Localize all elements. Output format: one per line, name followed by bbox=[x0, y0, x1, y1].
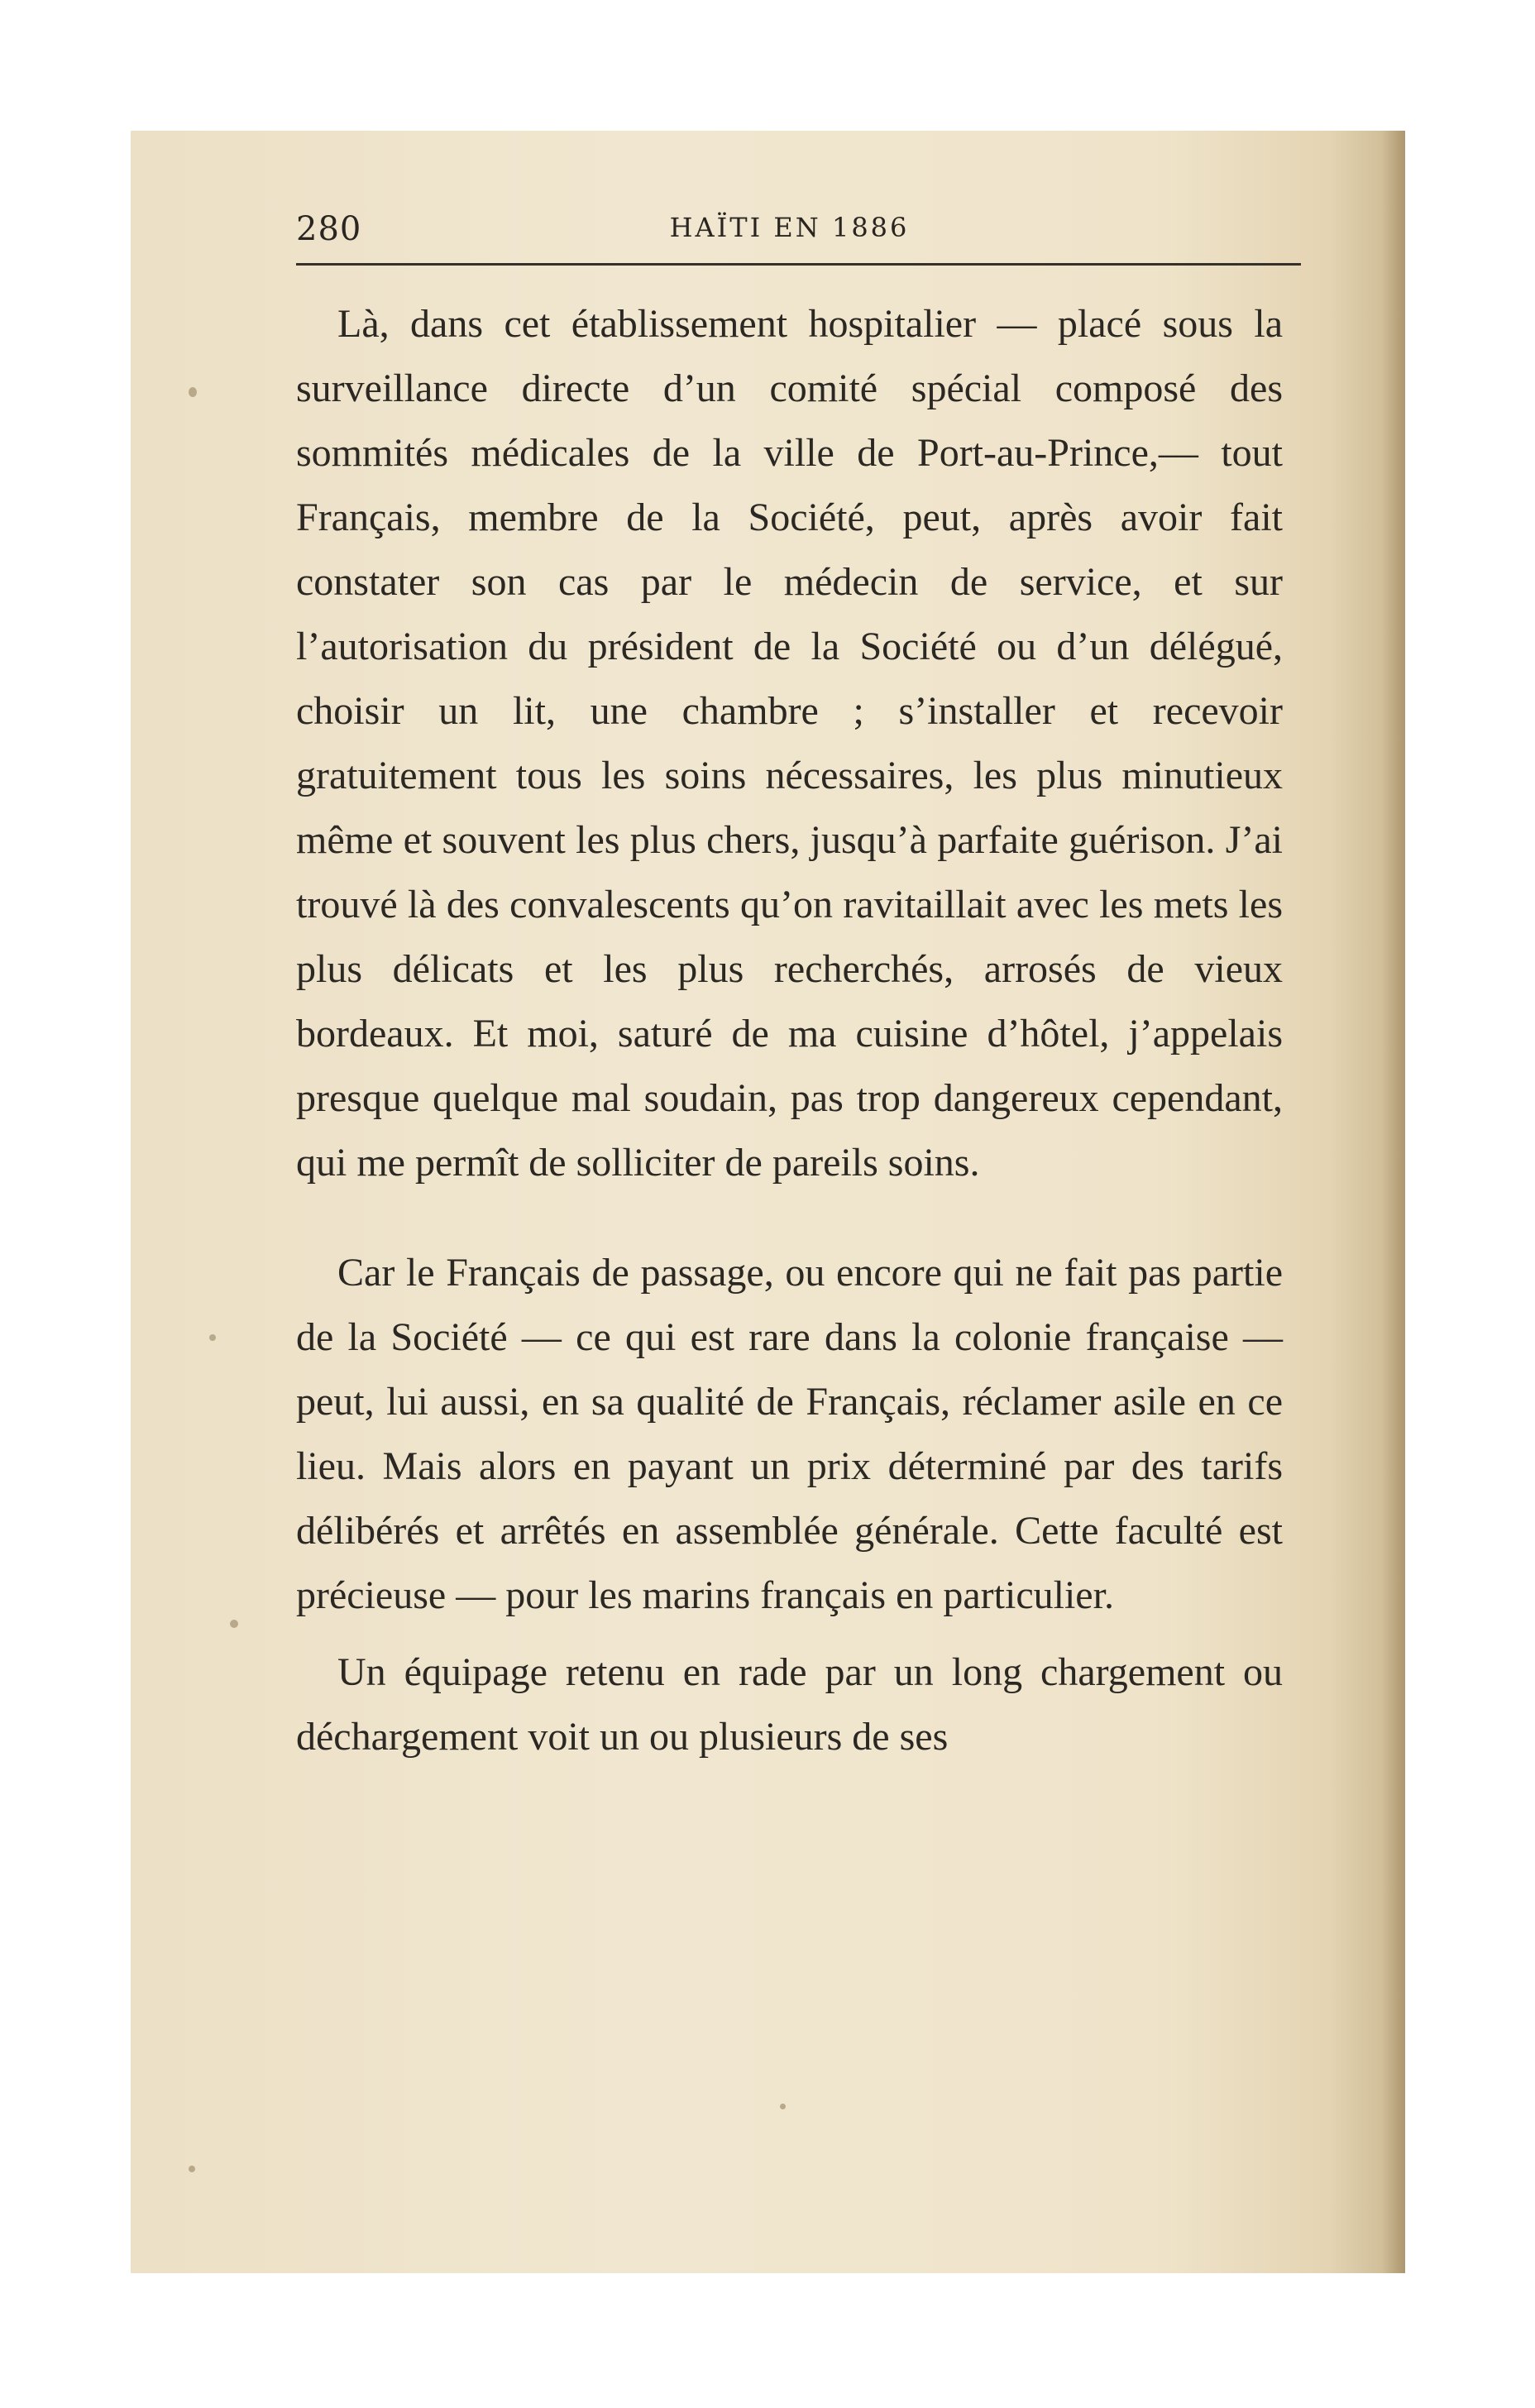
paragraph: Un équipage retenu en rade par un long chargement ou déchargement voit un ou plusieurs de ses bbox=[296, 1650, 1283, 1759]
paragraph: Là, dans cet établissement hospitalier — placé sous la surveillance directe d’un comité spécial composé des sommités médicales de la ville de Port-au-Prince,— tout Français, membre de la Société, peut, après avoir fait constater son cas par le médecin de service, et sur l’autorisation du président de la Société ou d’un délégué, choisir un lit, une chambre ; s’installer et recevoir gratuitement tous les soins nécessaires, les plus minutieux même et souvent les plus chers, jusqu’à parfaite guérison. J’ai trouvé là des convalescents qu’on ravitaillait avec les mets les plus délicats et les plus recherchés, arrosés de vieux bordeaux. Et moi, saturé de ma cuisine d’hôtel, j’appelais presque quelque mal soudain, pas trop dangereux cependant, qui me permît de solliciter de pareils soins. bbox=[296, 302, 1283, 1185]
paper-speck bbox=[780, 2104, 786, 2109]
running-title: HAÏTI EN 1886 bbox=[669, 212, 910, 243]
page-body bbox=[296, 292, 1283, 1769]
page-number: 280 bbox=[296, 210, 362, 248]
paper-speck bbox=[230, 1620, 238, 1628]
page-spine-shadow bbox=[1382, 131, 1405, 2273]
paper-speck bbox=[189, 2166, 195, 2172]
scanned-page bbox=[131, 131, 1405, 2273]
paper-speck bbox=[189, 387, 197, 397]
header-rule bbox=[296, 263, 1301, 266]
paragraph: Car le Français de passage, ou encore qui ne fait pas partie de la Société — ce qui est rare dans la colonie française — peut, lui aussi, en sa qualité de Français, réclamer asile en ce lieu. Mais alors en payant un prix déterminé par des tarifs délibérés et arrêtés en assemblée générale. Cette faculté est précieuse — pour les marins français en particulier. bbox=[296, 1251, 1283, 1617]
page-header bbox=[296, 203, 1283, 261]
paper-speck bbox=[209, 1334, 216, 1341]
